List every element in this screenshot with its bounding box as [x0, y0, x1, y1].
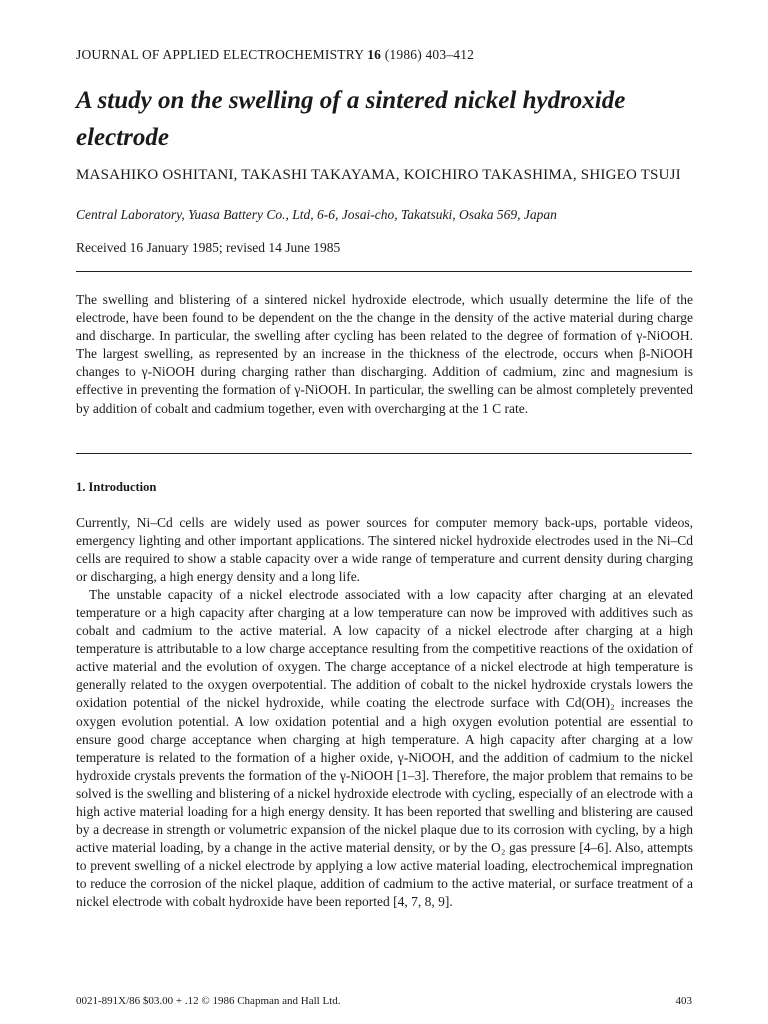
abstract: The swelling and blistering of a sintered nickel hydroxide electrode, which usually determine the life of the electrode, have been found to be dependent on the the change in the density of the active material during charge and discharge. In particular, the swelling after cycling has been related to the degree of formation of γ-NiOOH. The largest swelling, as represented by an increase in the thickness of the electrode, occurs when β-NiOOH changes to γ-NiOOH during charging rather than discharging. Addition of cadmium, zinc and magnesium is effective in preventing the formation of γ-NiOOH. In particular, the swelling can be almost completely prevented by addition of cobalt and cadmium together, even with overcharging at the 1 C rate.	[76, 292, 693, 416]
journal-volume: 16	[367, 47, 382, 62]
introduction-body	[76, 514, 693, 911]
abstract-top-rule	[76, 271, 692, 272]
intro-paragraph: Currently, Ni–Cd cells are widely used as power sources for computer memory back-ups, portable videos, emergency lighting and other important applications. The sintered nickel hydroxide electrodes used in the Ni–Cd cells are required to show a stable capacity over a wide range of temperature and current density during charging or discharging, a high energy density and a long life.	[76, 515, 693, 585]
page-number: 403	[675, 995, 692, 1007]
journal-name: JOURNAL OF APPLIED ELECTROCHEMISTRY	[76, 47, 364, 62]
intro-paragraph: The unstable capacity of a nickel electrode associated with a low capacity after charging at an elevated temperature or a high capacity after charging at a low temperature can now be improved with additives such as cobalt and cadmium to the active material. A low capacity of a nickel electrode after charging at a high temperature is attributable to a low charge acceptance resulting from the competitive reactions of the oxidation of active material and the evolution of oxygen. The charge acceptance of a nickel electrode at high temperature is generally related to the oxygen overpotential. The addition of cobalt to the nickel hydroxide crystals lowers the oxidation potential of the nickel hydroxide, while coating the electrode surface with Cd(OH)₂ increases the oxygen evolution potential. A low oxidation potential and a high oxygen evolution potential are essential to ensure good charge acceptance when charging at high temperature. A high capacity after charging at a low temperature is related to the formation of a higher oxide, γ-NiOOH, and the addition of cadmium to the nickel hydroxide crystals prevents the formation of the γ-NiOOH [1–3]. Therefore, the major problem that remains to be solved is the swelling and blistering of a nickel hydroxide electrode with cycling, especially of an electrode with a high active material loading for a high energy density. It has been reported that swelling and blistering are caused by a decrease in strength or volumetric expansion of the nickel plaque due to its corrosion with cycling, by a high active material loading, by a change in the active material density, or by the O₂ gas pressure [4–6]. Also, attempts to prevent swelling of a nickel electrode by applying a low active material loading, electrochemical impregnation to reduce the corrosion of the nickel plaque, addition of cadmium to the active material, or surface treatment of a nickel electrode with cobalt hydroxide have been reported [4, 7, 8, 9].	[76, 587, 693, 909]
author-list: MASAHIKO OSHITANI, TAKASHI TAKAYAMA, KOICHIRO TAKASHIMA, SHIGEO TSUJI	[76, 167, 681, 183]
received-dates: Received 16 January 1985; revised 14 June 1985	[76, 240, 341, 255]
journal-header	[76, 47, 474, 63]
abstract-bottom-rule	[76, 453, 692, 454]
footer-code: 0021-891X/86 $03.00 + .12 © 1986 Chapman and Hall Ltd.	[76, 995, 341, 1007]
section-heading: 1. Introduction	[76, 480, 157, 494]
paper-title: A study on the swelling of a sintered nickel hydroxide electrode	[76, 87, 626, 151]
journal-year-pages: (1986) 403–412	[384, 47, 475, 62]
affiliation: Central Laboratory, Yuasa Battery Co., Ltd, 6-6, Josai-cho, Takatsuki, Osaka 569, Japan	[76, 207, 557, 222]
